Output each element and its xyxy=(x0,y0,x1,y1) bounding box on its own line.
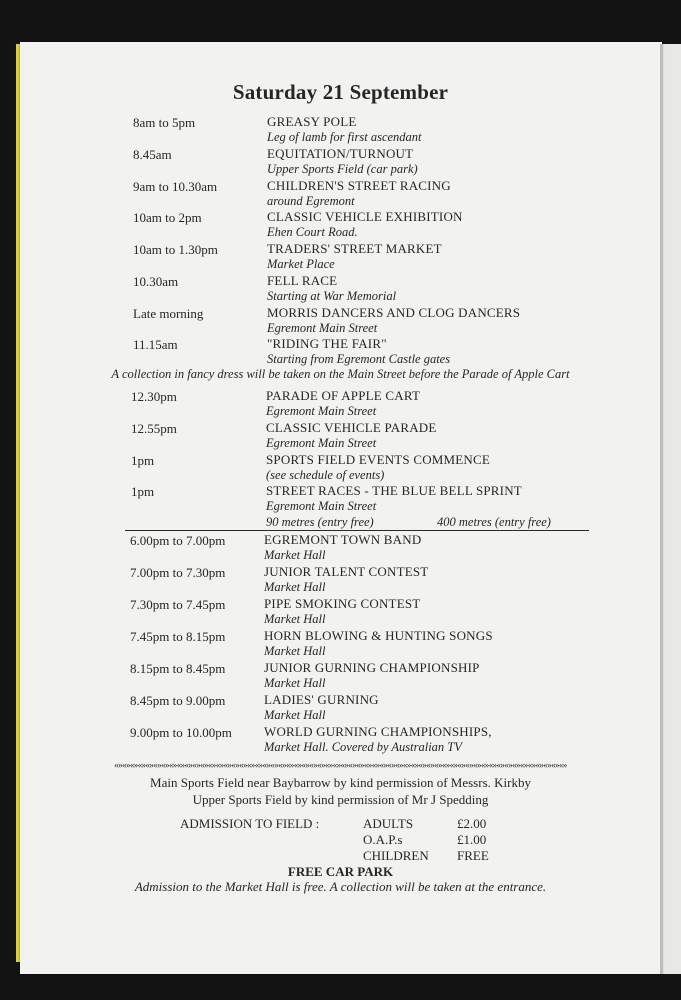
entry-place: Market Hall xyxy=(264,644,326,658)
schedule-entry xyxy=(0,208,681,240)
entry-event: TRADERS' STREET MARKET xyxy=(267,241,442,256)
entry-event: JUNIOR TALENT CONTEST xyxy=(264,564,429,579)
schedule-entry xyxy=(0,240,681,272)
entry-time: 10am to 2pm xyxy=(133,210,202,225)
entry-place: around Egremont xyxy=(267,194,355,208)
entry-event: "RIDING THE FAIR" xyxy=(267,336,387,351)
entry-time: Late morning xyxy=(133,306,204,321)
entry-place: Leg of lamb for first ascendant xyxy=(267,130,422,144)
entry-time: 1pm xyxy=(131,484,155,499)
admission-who: ADULTS xyxy=(363,816,414,831)
race-90m: 90 metres (entry free) xyxy=(266,515,374,529)
upper-field-credit: Upper Sports Field by kind permission of Mr J Spedding xyxy=(192,792,489,807)
entry-place: Upper Sports Field (car park) xyxy=(267,162,418,176)
schedule-entry xyxy=(0,335,681,367)
entry-event: PARADE OF APPLE CART xyxy=(266,388,421,403)
entry-place: Starting at War Memorial xyxy=(267,289,397,303)
entry-place: (see schedule of events) xyxy=(266,468,385,482)
schedule-entry xyxy=(0,177,681,209)
schedule-entry xyxy=(0,691,681,723)
entry-event: MORRIS DANCERS AND CLOG DANCERS xyxy=(267,305,521,320)
entry-place: Egremont Main Street xyxy=(266,436,377,450)
schedule-entry xyxy=(0,723,681,755)
entry-place: Egremont Main Street xyxy=(267,321,378,335)
race-400m: 400 metres (entry free) xyxy=(437,515,551,529)
entry-time: 8.45pm to 9.00pm xyxy=(130,693,226,708)
schedule-entry xyxy=(0,419,681,451)
admission-price: FREE xyxy=(457,848,489,863)
entry-event: FELL RACE xyxy=(267,273,338,288)
entry-place: Market Hall xyxy=(264,548,326,562)
entry-place: Market Hall xyxy=(264,580,326,594)
entry-event: CLASSIC VEHICLE PARADE xyxy=(266,420,437,435)
entry-time: 10am to 1.30pm xyxy=(133,242,218,257)
schedule-entry xyxy=(0,272,681,304)
schedule-entry xyxy=(0,627,681,659)
schedule-entry xyxy=(0,145,681,177)
schedule-entry xyxy=(0,595,681,627)
admission-price: £2.00 xyxy=(457,816,487,831)
entry-time: 11.15am xyxy=(133,337,178,352)
entry-time: 7.45pm to 8.15pm xyxy=(130,629,226,644)
entry-time: 9am to 10.30am xyxy=(133,179,218,194)
entry-event: WORLD GURNING CHAMPIONSHIPS, xyxy=(264,724,492,739)
entry-event: HORN BLOWING & HUNTING SONGS xyxy=(264,628,493,643)
entry-place: Market Hall xyxy=(264,612,326,626)
entry-place: Market Place xyxy=(267,257,335,271)
entry-place: Market Hall. Covered by Australian TV xyxy=(264,740,462,754)
entry-event: EGREMONT TOWN BAND xyxy=(264,532,422,547)
entry-time: 9.00pm to 10.00pm xyxy=(130,725,232,740)
entry-time: 6.00pm to 7.00pm xyxy=(130,533,226,548)
entry-time: 1pm xyxy=(131,453,155,468)
entry-time: 7.30pm to 7.45pm xyxy=(130,597,226,612)
entry-event: PIPE SMOKING CONTEST xyxy=(264,596,421,611)
entry-time: 7.00pm to 7.30pm xyxy=(130,565,226,580)
free-car-park: FREE CAR PARK xyxy=(287,864,394,879)
schedule-entry xyxy=(0,482,681,514)
entry-time: 8am to 5pm xyxy=(133,115,196,130)
entry-event: LADIES' GURNING xyxy=(264,692,379,707)
ornamental-divider: «»«»«»«»«»«»«»«»«»«»«»«»«»«»«»«»«»«»«»«»«»«»«»«»«»«»«»«»«»«»«»«»«»«»«»«»«»«»«»«»«»«»«»«»«»«»«»«»«»«»«»«»«»«»«»«»«»«» xyxy=(114,760,567,770)
entry-place: Egremont Main Street xyxy=(266,499,377,513)
admission-who: CHILDREN xyxy=(363,848,429,863)
page-title: Saturday 21 September xyxy=(232,80,449,104)
admission-price: £1.00 xyxy=(457,832,487,847)
schedule-entry xyxy=(0,304,681,336)
entry-event: CHILDREN'S STREET RACING xyxy=(267,178,451,193)
entry-time: 8.45am xyxy=(133,147,172,162)
entry-time: 8.15pm to 8.45pm xyxy=(130,661,226,676)
schedule-entry xyxy=(0,563,681,595)
entry-time: 12.55pm xyxy=(131,421,177,436)
entry-time: 10.30am xyxy=(133,274,179,289)
entry-place: Ehen Court Road. xyxy=(267,225,358,239)
entry-time: 12.30pm xyxy=(131,389,177,404)
admission-label: ADMISSION TO FIELD : xyxy=(180,816,320,831)
admission-who: O.A.P.s xyxy=(363,832,403,847)
entry-place: Starting from Egremont Castle gates xyxy=(267,352,451,366)
entry-event: EQUITATION/TURNOUT xyxy=(267,146,414,161)
collection-note: A collection in fancy dress will be taken on the Main Street before the Parade of Apple Cart xyxy=(111,367,570,381)
entry-event: SPORTS FIELD EVENTS COMMENCE xyxy=(266,452,491,467)
schedule-entry xyxy=(0,531,681,563)
entry-place: Market Hall xyxy=(264,708,326,722)
entry-place: Egremont Main Street xyxy=(266,404,377,418)
main-field-credit: Main Sports Field near Baybarrow by kind permission of Messrs. Kirkby xyxy=(150,775,531,790)
schedule-entry xyxy=(0,387,681,419)
entry-event: STREET RACES - THE BLUE BELL SPRINT xyxy=(266,483,522,498)
market-hall-note: Admission to the Market Hall is free. A collection will be taken at the entrance. xyxy=(134,879,547,894)
entry-place: Market Hall xyxy=(264,676,326,690)
schedule-entry xyxy=(0,113,681,145)
schedule-entry xyxy=(0,659,681,691)
entry-event: JUNIOR GURNING CHAMPIONSHIP xyxy=(264,660,480,675)
entry-event: GREASY POLE xyxy=(267,114,357,129)
schedule-entry xyxy=(0,451,681,483)
entry-event: CLASSIC VEHICLE EXHIBITION xyxy=(267,209,463,224)
